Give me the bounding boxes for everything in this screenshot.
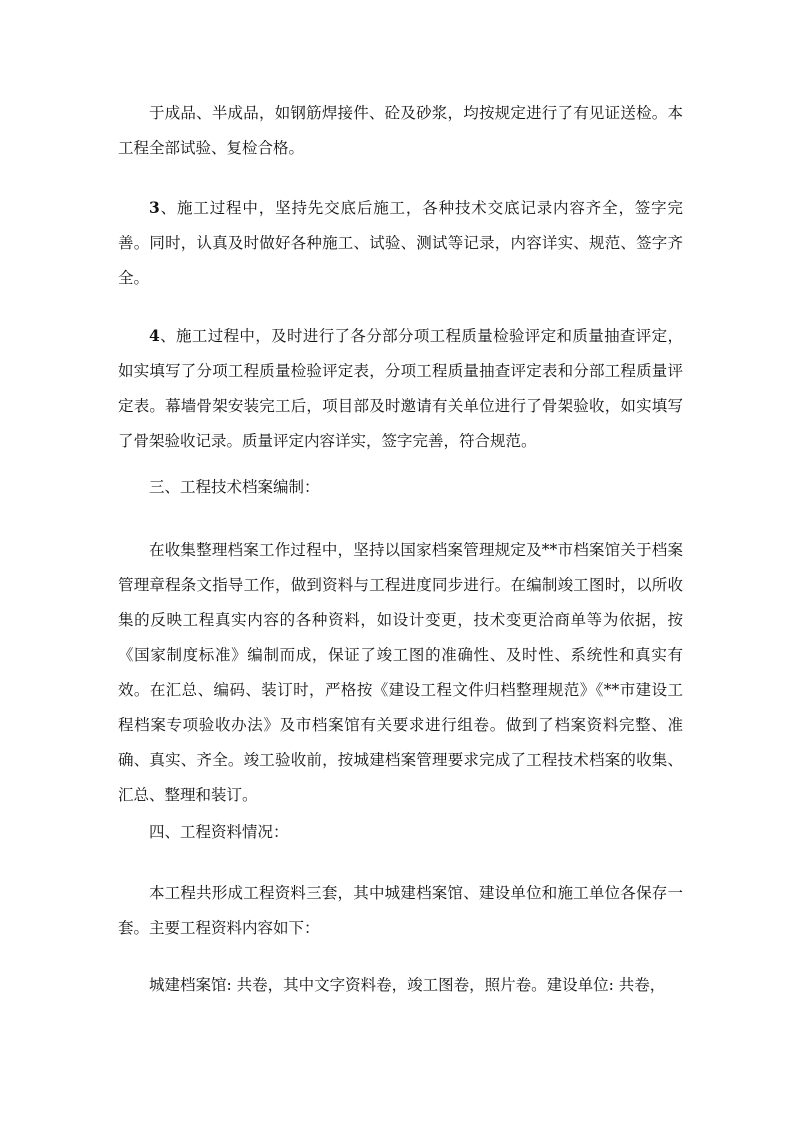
section-heading-3: 三、工程技术档案编制： xyxy=(149,478,320,496)
section-heading-4: 四、工程资料情况： xyxy=(149,823,289,841)
paragraph-archive: 在收集整理档案工作过程中，坚持以国家档案管理规定及**市档案馆关于档案管理章程条文指导工作，做到资料与工程进度同步进行。在编制竣工图时，以所收集的反映工程真实内容的各种资料，如设计变更，技术变更洽商单等为依据，按《国家制度标准》编制而成，保证了竣工图的准确性、及时性、系统性和真实有效。在汇总、编码、装订时，严格按《建设工程文件归档整理规范》《**市建设工程档案专项验收办法》及市档案馆有关要求进行组卷。做到了档案资料完整、准确、真实、齐全。竣工验收前，按城建档案管理要求完成了工程技术档案的收集、汇总、整理和装订。 xyxy=(118,541,683,804)
item-number: 4 xyxy=(149,326,160,345)
item-number: 3 xyxy=(149,198,160,217)
paragraph-continued: 于成品、半成品，如钢筋焊接件、砼及砂浆，均按规定进行了有见证送检。本工程全部试验、复检合格。 xyxy=(118,104,683,157)
paragraph-sets: 本工程共形成工程资料三套，其中城建档案馆、建设单位和施工单位各保存一套。主要工程资料内容如下： xyxy=(118,884,683,937)
paragraph-item-4 xyxy=(118,318,683,459)
paragraph-volumes: 城建档案馆: 共卷，其中文字资料卷，竣工图卷，照片卷。建设单位: 共卷， xyxy=(149,976,666,994)
item-text: 、施工过程中，及时进行了各分部分项工程质量检验评定和质量抽查评定，如实填写了分项工程质量检验评定表，分项工程质量抽查评定表和分部工程质量评定表。幕墙骨架安装完工后，项目部及时邀请有关单位进行了骨架验收，如实填写了骨架验收记录。质量评定内容详实，签字完善，符合规范。 xyxy=(118,327,683,450)
paragraph-item-3 xyxy=(118,190,683,296)
item-text: 、施工过程中，坚持先交底后施工，各种技术交底记录内容齐全，签字完善。同时，认真及时做好各种施工、试验、测试等记录，内容详实、规范、签字齐全。 xyxy=(118,199,683,287)
